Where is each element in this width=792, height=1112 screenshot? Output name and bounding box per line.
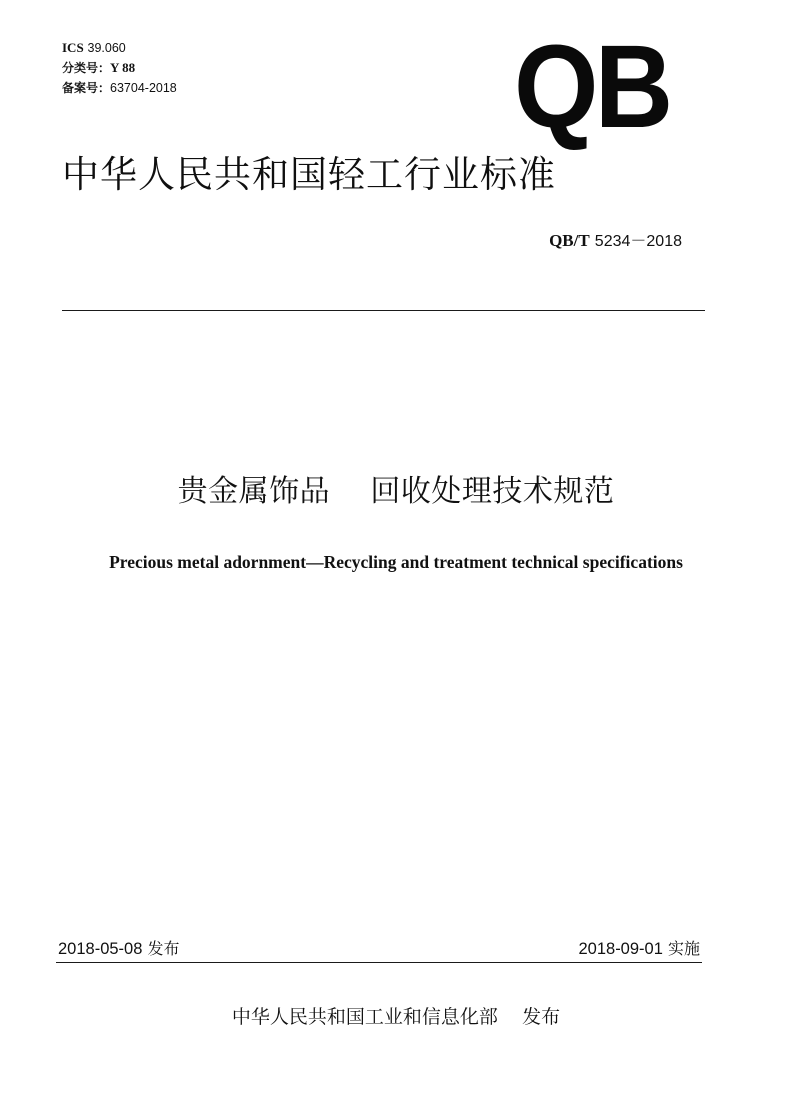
top-divider	[62, 310, 705, 311]
implement-date: 2018-09-01	[578, 940, 663, 958]
implement-date-block	[578, 936, 700, 959]
issue-date: 2018-05-08	[58, 940, 143, 958]
publisher-name: 中华人民共和国工业和信息化部	[231, 1006, 498, 1028]
ics-label: ICS	[62, 40, 84, 55]
document-title-cn: 贵金属饰品 回收处理技术规范	[177, 474, 615, 509]
issue-date-block	[58, 936, 180, 959]
document-title-en: Precious metal adornment—Recycling and treatment technical specifications	[109, 552, 683, 572]
standard-code	[549, 228, 682, 251]
record-line	[62, 78, 177, 98]
qb-logo: QB	[514, 21, 670, 153]
standard-category-title: 中华人民共和国轻工行业标准	[62, 153, 556, 196]
standard-code-number: 5234－2018	[594, 233, 682, 250]
publisher-action: 发布	[522, 1006, 561, 1028]
record-value: 63704-2018	[110, 81, 177, 95]
bottom-divider	[56, 962, 702, 963]
issue-label: 发布	[147, 939, 180, 958]
record-label: 备案号：	[62, 81, 111, 95]
implement-label: 实施	[667, 939, 700, 958]
classification-line	[62, 58, 177, 78]
classification-label: 分类号：	[62, 61, 111, 75]
ics-value: 39.060	[87, 41, 126, 55]
standard-code-prefix: QB/T	[549, 231, 590, 250]
publisher-line	[0, 1002, 792, 1029]
classification-value: Y 88	[110, 60, 136, 75]
ics-line	[62, 38, 177, 58]
header-metadata	[62, 38, 177, 98]
